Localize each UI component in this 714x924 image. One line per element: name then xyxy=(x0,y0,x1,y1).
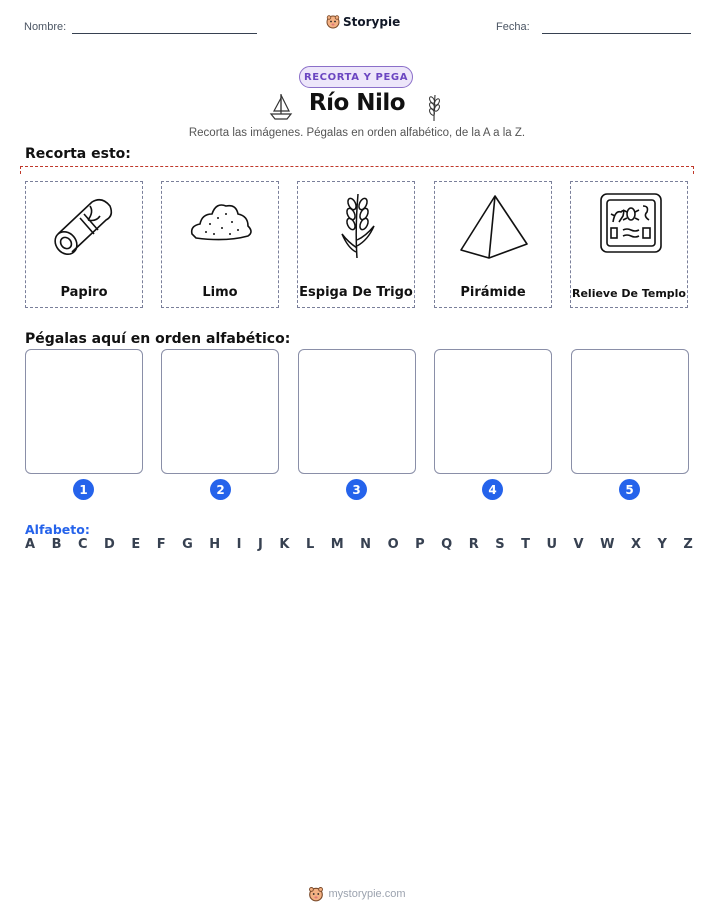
storypie-mascot-icon xyxy=(308,886,324,902)
alphabet-letter: K xyxy=(279,537,290,552)
alphabet-letter: N xyxy=(360,537,372,552)
alphabet-letter: Y xyxy=(657,537,667,552)
alphabet-letter: L xyxy=(305,537,315,552)
alphabet-letter: X xyxy=(630,537,641,552)
alphabet-letter: T xyxy=(521,537,530,552)
pyramid-icon xyxy=(459,190,529,260)
paste-number-5: 5 xyxy=(619,479,640,500)
alphabet-letter: O xyxy=(387,537,399,552)
card-label: Papiro xyxy=(60,285,108,300)
alphabet-letter: G xyxy=(182,537,193,552)
alphabet-letter: D xyxy=(104,537,115,552)
cut-card-piramide[interactable] xyxy=(434,181,552,308)
alphabet-letter: C xyxy=(77,537,88,552)
name-label: Nombre: xyxy=(24,21,67,33)
alphabet-letter: Q xyxy=(441,537,453,552)
alphabet-letter: I xyxy=(236,537,242,552)
paste-number-4: 4 xyxy=(482,479,503,500)
alphabet-letter: F xyxy=(156,537,166,552)
name-line[interactable] xyxy=(72,33,257,34)
card-label: Limo xyxy=(202,285,238,300)
cut-card-limo[interactable] xyxy=(161,181,279,308)
wheat-stalk-icon xyxy=(322,190,392,260)
alphabet-letter: U xyxy=(546,537,558,552)
alphabet-letter: E xyxy=(131,537,141,552)
card-label: Pirámide xyxy=(460,285,526,300)
alphabet-heading: Alfabeto: xyxy=(25,522,90,537)
alphabet-letter: Z xyxy=(683,537,693,552)
alphabet-letter: M xyxy=(330,537,344,552)
paste-number-1: 1 xyxy=(73,479,94,500)
alphabet-letter: R xyxy=(468,537,479,552)
paste-box-2[interactable] xyxy=(161,349,279,474)
paste-box-5[interactable] xyxy=(571,349,689,474)
alphabet-letter: J xyxy=(258,537,263,552)
footer xyxy=(0,886,714,902)
cut-card-papiro[interactable] xyxy=(25,181,143,308)
paste-box-3[interactable] xyxy=(298,349,416,474)
alphabet-row xyxy=(25,537,693,552)
brand-name: Storypie xyxy=(343,15,401,29)
paste-heading: Pégalas aquí en orden alfabético: xyxy=(25,331,291,347)
paste-box-1[interactable] xyxy=(25,349,143,474)
paste-number-2: 2 xyxy=(210,479,231,500)
card-label: Espiga De Trigo xyxy=(299,285,413,300)
brand-logo xyxy=(326,15,400,29)
cut-line xyxy=(20,166,694,174)
date-label: Fecha: xyxy=(496,21,530,33)
cut-heading: Recorta esto: xyxy=(25,146,131,162)
card-label: Relieve De Templo xyxy=(572,287,686,300)
alphabet-letter: P xyxy=(415,537,425,552)
papyrus-scroll-icon xyxy=(50,190,120,260)
alphabet-letter: B xyxy=(51,537,62,552)
alphabet-letter: A xyxy=(25,537,36,552)
page-title: Río Nilo xyxy=(308,90,406,116)
alphabet-letter: V xyxy=(573,537,584,552)
cut-card-espiga-de-trigo[interactable] xyxy=(297,181,415,308)
footer-url[interactable]: mystorypie.com xyxy=(328,888,406,900)
temple-relief-icon xyxy=(595,190,665,260)
storypie-mascot-icon xyxy=(326,15,340,29)
paste-number-3: 3 xyxy=(346,479,367,500)
cut-card-relieve-de-templo[interactable] xyxy=(570,181,688,308)
date-line[interactable] xyxy=(542,33,691,34)
alphabet-letter: H xyxy=(209,537,221,552)
instructions: Recorta las imágenes. Pégalas en orden alfabético, de la A a la Z. xyxy=(188,127,526,139)
alphabet-letter: W xyxy=(600,537,615,552)
alphabet-letter: S xyxy=(495,537,505,552)
silt-pile-icon xyxy=(186,190,256,260)
paste-box-4[interactable] xyxy=(434,349,552,474)
activity-badge: RECORTA Y PEGA xyxy=(299,66,413,88)
wheat-decor-icon xyxy=(424,91,444,123)
